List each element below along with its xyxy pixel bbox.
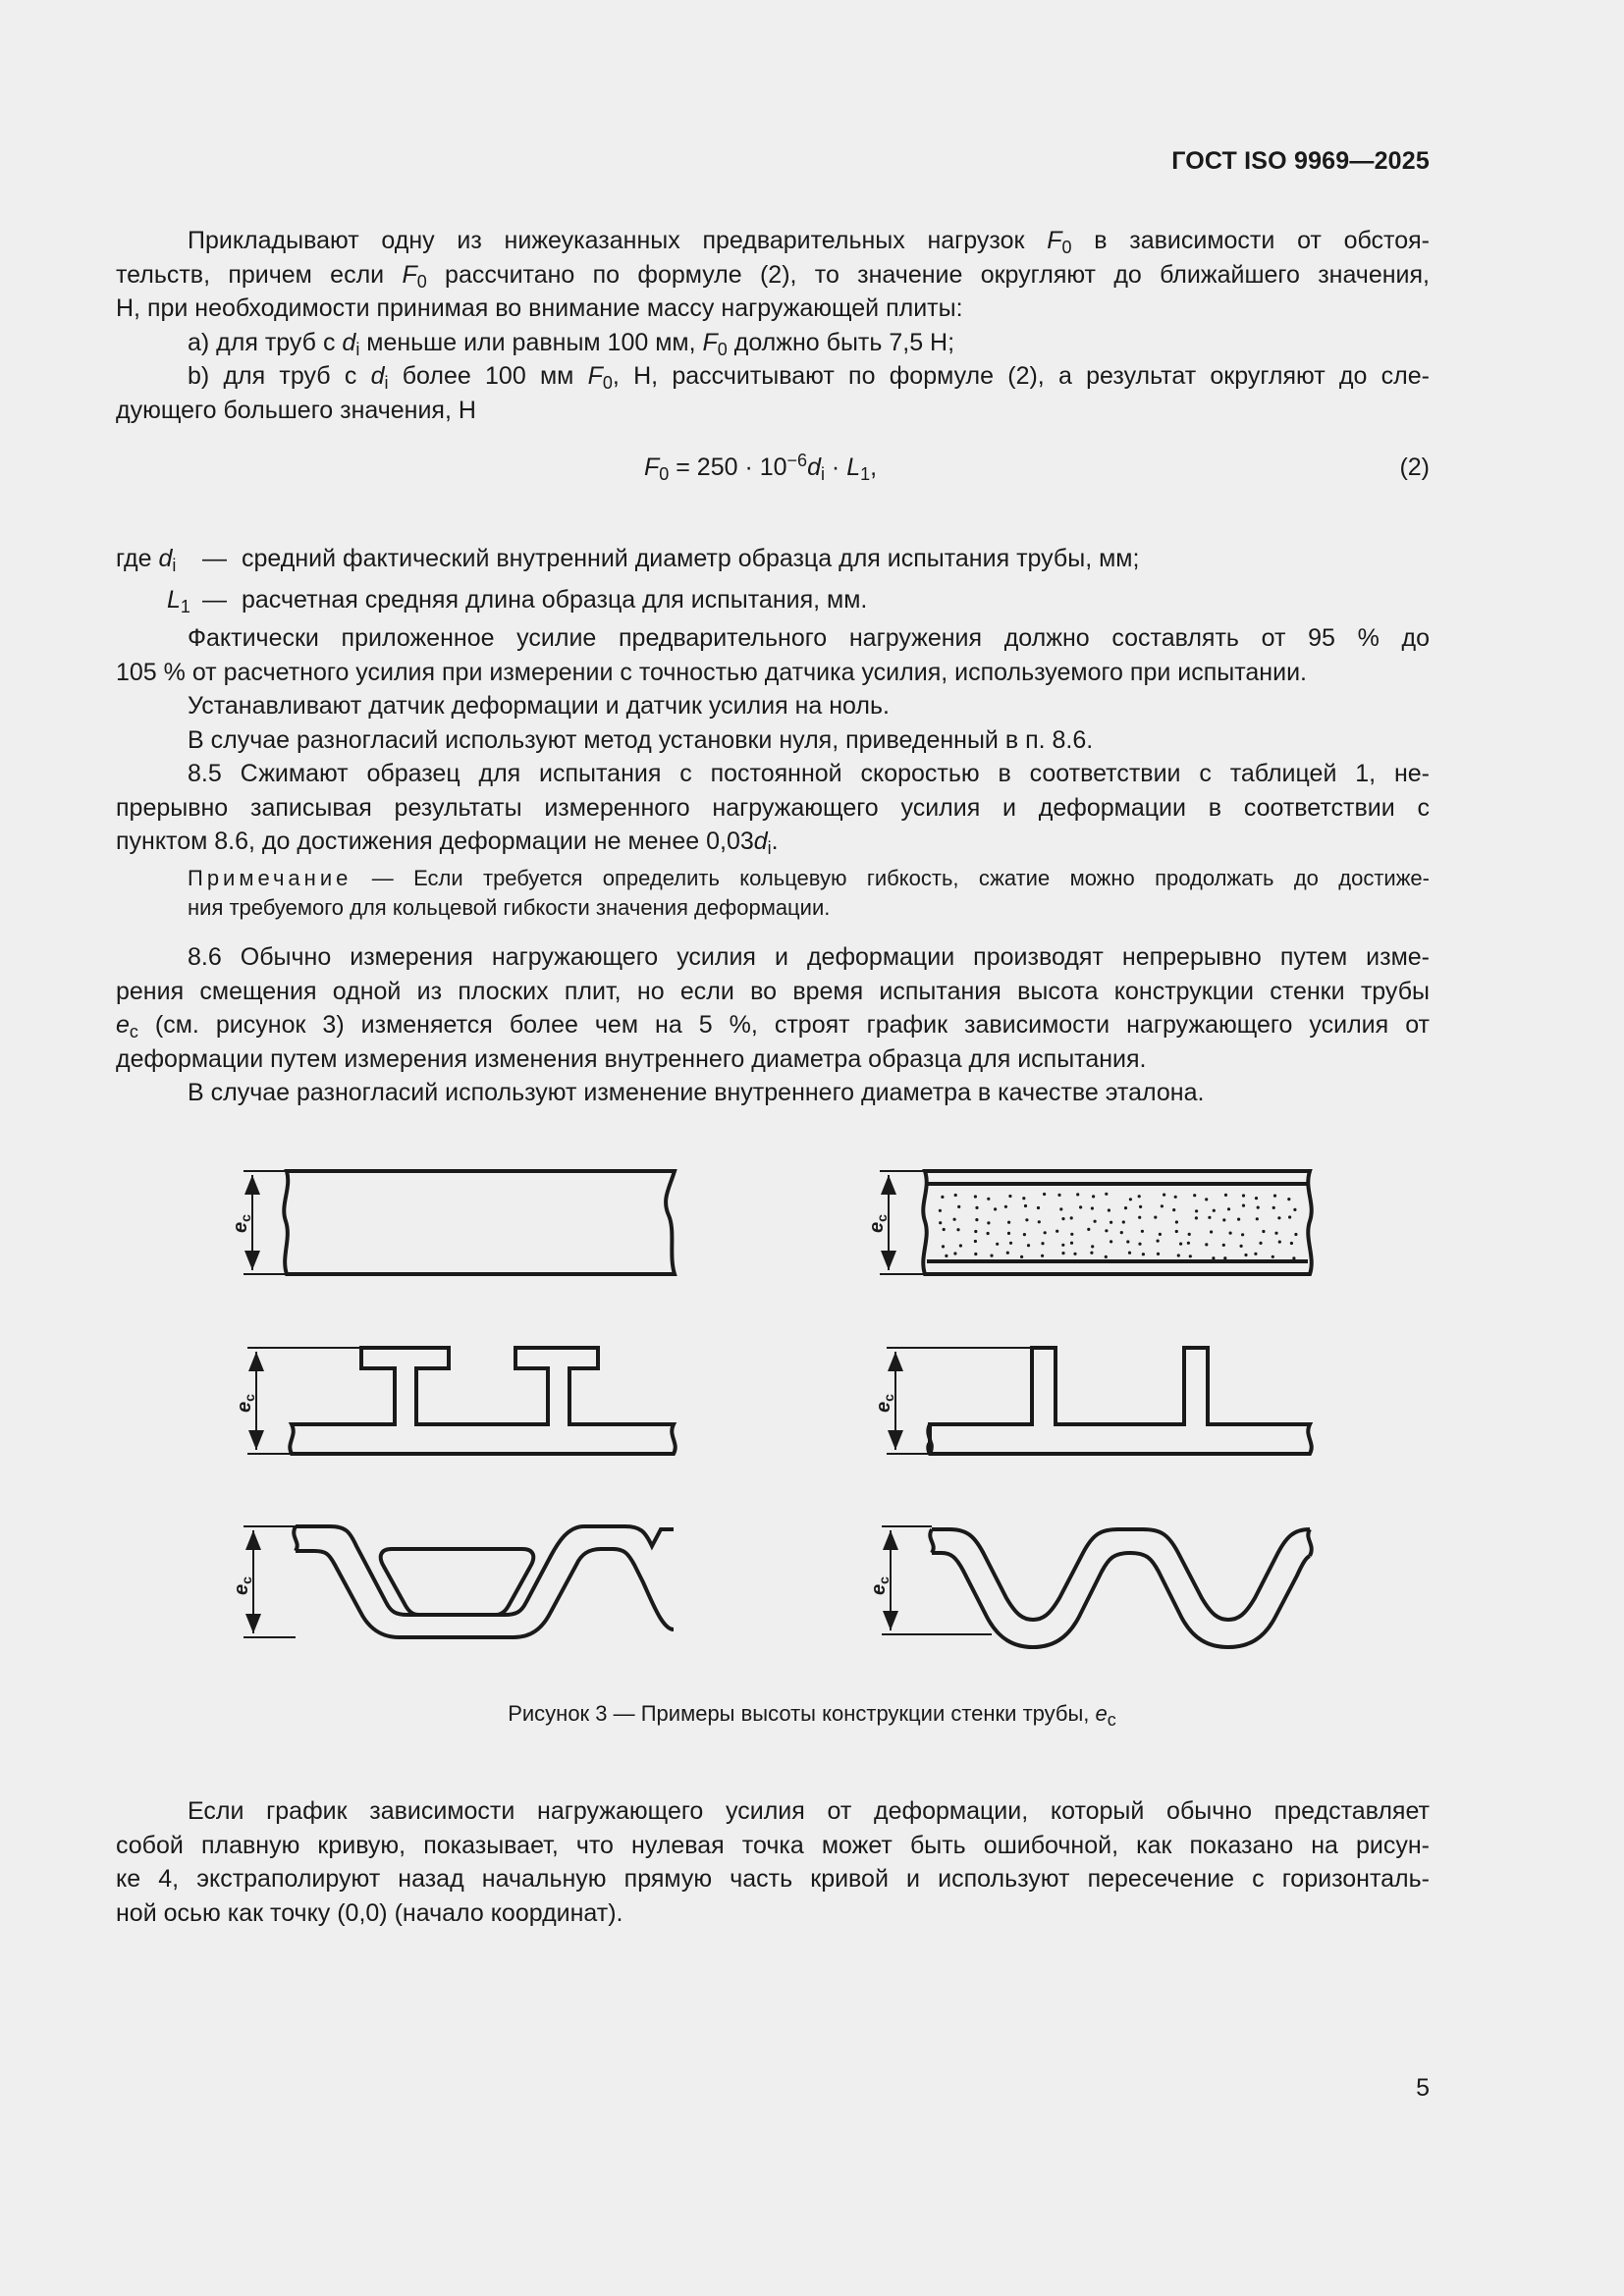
- foam-dot: [1008, 1195, 1011, 1198]
- dim-label-ec: $e_c$: [868, 1576, 892, 1595]
- foam-dot: [1210, 1230, 1213, 1233]
- foam-dot: [1244, 1254, 1247, 1256]
- foam-dot: [943, 1228, 946, 1231]
- clause-8-6-line-1: 8.6 Обычно измерения нагружающего усилия и деформации производят непрерывно путем изме-: [188, 943, 1430, 971]
- closing-line-3: ке 4, экстраполируют назад начальную прямую часть кривой и используют пересечение с горизонталь-: [116, 1865, 1430, 1893]
- foam-dot: [1292, 1256, 1295, 1259]
- clause-8-5-line-3: пунктом 8.6, до достижения деформации не менее $0,03d_i$.: [116, 828, 779, 858]
- foam-dot: [1237, 1218, 1240, 1221]
- foam-dot: [1020, 1255, 1023, 1258]
- foam-dot: [1222, 1244, 1225, 1247]
- foam-dot: [1006, 1252, 1009, 1255]
- foam-dot: [1120, 1231, 1123, 1234]
- clause-8-5-line-1: 8.5 Сжимают образец для испытания с постоянной скоростью в соответствии с таблицей 1, не-: [188, 760, 1430, 787]
- foam-dot: [1126, 1240, 1129, 1243]
- foam-dot: [1022, 1197, 1025, 1200]
- foam-dot: [1004, 1205, 1007, 1208]
- foam-dot: [1061, 1244, 1064, 1247]
- foam-dot: [1091, 1206, 1094, 1209]
- closing-line-1: Если график зависимости нагружающего усилия от деформации, который обычно представляет: [188, 1797, 1430, 1825]
- definition-l1: $L_1$ — расчетная средняя длина образца для испытания, мм.: [167, 586, 868, 616]
- clause-8-6-line-3: $e_c$ (см. рисунок 3) изменяется более чем на 5 %, строят график зависимости нагружающего усилия от: [116, 1011, 1430, 1041]
- foam-dot: [1076, 1193, 1079, 1196]
- item-b-line-2: дующего большего значения, Н: [116, 396, 476, 424]
- foam-dot: [1092, 1195, 1095, 1198]
- foam-dot: [1277, 1216, 1280, 1219]
- foam-dot: [996, 1243, 999, 1246]
- foam-dot: [1272, 1206, 1275, 1209]
- foam-dot: [1105, 1229, 1108, 1232]
- figure-caption: Рисунок 3 — Примеры высоты конструкции стенки трубы, $e_c$: [508, 1701, 1116, 1730]
- profile-solid-wall: [244, 1171, 675, 1274]
- foam-dot: [1195, 1216, 1198, 1219]
- definition-di: где $d_i$ — средний фактический внутренний диаметр образца для испытания трубы, мм;: [116, 545, 1140, 575]
- foam-dot: [1241, 1233, 1244, 1236]
- foam-dot: [1138, 1243, 1141, 1246]
- foam-dot: [1070, 1242, 1073, 1245]
- foam-dot: [1023, 1233, 1026, 1236]
- foam-dot: [1175, 1220, 1178, 1223]
- dim-label-ec: $e_c$: [234, 1394, 257, 1413]
- clause-8-6-line-5: В случае разногласий используют изменение внутреннего диаметра в качестве эталона.: [188, 1079, 1205, 1106]
- item-b-line-1: b) для труб с $d_i$ более 100 мм $F_0$, Н, рассчитывают по формуле (2), а результат округляют до сле-: [188, 362, 1430, 393]
- dim-label-ec: $e_c$: [231, 1576, 254, 1595]
- foam-dot: [1041, 1255, 1044, 1257]
- foam-dot: [1061, 1217, 1064, 1220]
- foam-dot: [1141, 1230, 1144, 1233]
- foam-dot: [1110, 1221, 1112, 1224]
- closing-line-4: ной осью как точку (0,0) (начало координат).: [116, 1898, 623, 1927]
- foam-dot: [1108, 1208, 1110, 1211]
- foam-dot: [975, 1218, 978, 1221]
- foam-dot: [1242, 1204, 1245, 1207]
- foam-core-dots: [939, 1193, 1298, 1260]
- foam-dot: [1227, 1207, 1230, 1210]
- foam-dot: [1161, 1204, 1164, 1207]
- foam-dot: [1138, 1216, 1141, 1219]
- foam-dot: [1172, 1208, 1175, 1211]
- foam-dot: [1073, 1253, 1076, 1255]
- closing-paragraph: [116, 1794, 1430, 1930]
- foam-dot: [954, 1194, 957, 1197]
- foam-dot: [1057, 1194, 1060, 1197]
- foam-dot: [1091, 1245, 1094, 1248]
- foam-dot: [1255, 1197, 1258, 1200]
- foam-dot: [957, 1205, 960, 1208]
- formula-number: (2): [1399, 454, 1430, 481]
- foam-dot: [1110, 1240, 1112, 1243]
- foam-dot: [1129, 1198, 1132, 1201]
- document-code: ГОСТ ISO 9969—2025: [1171, 147, 1430, 175]
- foam-dot: [1124, 1206, 1127, 1209]
- foam-dot: [1087, 1228, 1090, 1231]
- foam-dot: [987, 1232, 990, 1235]
- dispute-paragraph: В случае разногласий используют метод установки нуля, приведенный в п. 8.6.: [188, 725, 1094, 754]
- foam-dot: [974, 1230, 977, 1233]
- foam-dot: [953, 1252, 956, 1255]
- foam-dot: [1256, 1217, 1259, 1220]
- foam-dot: [1070, 1233, 1073, 1236]
- closing-line-2: собой плавную кривую, показывает, что нулевая точка может быть ошибочной, как показано на рисун-: [116, 1831, 1430, 1859]
- profile-double-wall-corrugated: [244, 1526, 676, 1637]
- foam-dot: [1056, 1230, 1058, 1233]
- foam-dot: [1205, 1198, 1208, 1201]
- foam-dot: [1175, 1230, 1178, 1233]
- foam-dot: [953, 1218, 956, 1221]
- foam-dot: [1208, 1216, 1211, 1219]
- foam-dot: [1128, 1252, 1131, 1255]
- foam-dot: [945, 1255, 947, 1257]
- foam-dot: [1188, 1233, 1191, 1236]
- foam-dot: [1205, 1243, 1208, 1246]
- foam-dot: [1070, 1216, 1073, 1219]
- note-line-2: ния требуемого для кольцевой гибкости значения деформации.: [188, 895, 831, 920]
- foam-dot: [1222, 1218, 1225, 1221]
- foam-dot: [1105, 1193, 1108, 1196]
- formula-expression: $F_0 = 250 \cdot 10^{-6}d_i \cdot L_1$,: [644, 451, 878, 484]
- foam-dot: [1179, 1243, 1182, 1246]
- foam-dot: [1187, 1242, 1190, 1245]
- intro-line-3: Н, при необходимости принимая во внимание массу нагружающей плиты:: [116, 294, 963, 322]
- foam-dot: [1157, 1240, 1160, 1243]
- profile-single-wall-corrugated: [882, 1526, 1312, 1647]
- intro-line-2: тельств, причем если $F_0$ рассчитано по формуле (2), то значение округляют до ближайшего значения,: [116, 260, 1430, 292]
- profile-t-rib-wall: [887, 1348, 1312, 1454]
- foam-dot: [1278, 1241, 1281, 1244]
- foam-dot: [974, 1195, 977, 1198]
- note-label: Примечание: [188, 866, 352, 890]
- foam-dot: [1024, 1204, 1027, 1207]
- foam-dot: [974, 1240, 977, 1243]
- foam-dot: [939, 1209, 942, 1212]
- foam-dot: [956, 1228, 959, 1231]
- foam-dot: [1257, 1206, 1260, 1209]
- foam-dot: [1159, 1233, 1162, 1236]
- foam-dot: [1157, 1253, 1160, 1255]
- foam-dot: [1043, 1193, 1046, 1196]
- foam-dot: [1254, 1253, 1257, 1255]
- foam-dot: [1105, 1255, 1108, 1258]
- foam-dot: [1223, 1256, 1226, 1259]
- foam-dot: [1038, 1220, 1041, 1223]
- force-line-1: Фактически приложенное усилие предварительного нагружения должно составлять от 95 % до: [188, 624, 1430, 652]
- clause-8-6-line-2: рения смещения одной из плоских плит, но если во время испытания высота конструкции стенки трубы: [116, 977, 1430, 1005]
- profile-i-rib-wall: [247, 1348, 676, 1454]
- foam-dot: [1090, 1252, 1093, 1255]
- foam-dot: [1163, 1194, 1165, 1197]
- sensor-paragraph: Устанавливают датчик деформации и датчик усилия на ноль.: [188, 692, 890, 720]
- foam-dot: [942, 1245, 945, 1248]
- foam-dot: [1193, 1194, 1196, 1197]
- foam-dot: [1213, 1209, 1216, 1212]
- foam-dot: [1288, 1215, 1291, 1218]
- dim-label-ec: $e_c$: [230, 1214, 253, 1233]
- foam-dot: [959, 1244, 962, 1247]
- note-line-1: Примечание — Если требуется определить кольцевую гибкость, сжатие можно продолжать до достиже-: [188, 866, 1430, 890]
- dim-label-ec: $e_c$: [866, 1214, 890, 1233]
- foam-dot: [1242, 1194, 1245, 1197]
- force-line-2: 105 % от расчетного усилия при измерении с точностью датчика усилия, используемого при испытании.: [116, 658, 1307, 686]
- foam-dot: [1025, 1218, 1028, 1221]
- clause-8-5-line-2: прерывно записывая результаты измеренного нагружающего усилия и деформации в соответствии с: [116, 793, 1430, 822]
- foam-dot: [1059, 1207, 1062, 1210]
- foam-dot: [939, 1221, 942, 1224]
- foam-dot: [1044, 1231, 1047, 1234]
- foam-dot: [1195, 1209, 1198, 1212]
- foam-dot: [1174, 1196, 1177, 1199]
- foam-dot: [1189, 1255, 1192, 1257]
- foam-dot: [1290, 1242, 1293, 1245]
- foam-dot: [994, 1207, 997, 1210]
- foam-dot: [1224, 1194, 1227, 1197]
- foam-dot: [1273, 1195, 1276, 1198]
- foam-dot: [987, 1221, 990, 1224]
- clause-8-6-line-4: деформации путем измерения изменения внутреннего диаметра образца для испытания.: [116, 1044, 1147, 1073]
- foam-dot: [1061, 1252, 1064, 1255]
- foam-dot: [1287, 1198, 1290, 1201]
- foam-dot: [990, 1255, 993, 1257]
- foam-dot: [1138, 1195, 1141, 1198]
- foam-dot: [1177, 1254, 1180, 1256]
- foam-dot: [1294, 1233, 1297, 1236]
- foam-dot: [1079, 1205, 1082, 1208]
- intro-line-1: Прикладывают одну из нижеуказанных предварительных нагрузок $F_0$ в зависимости от обстоя-: [188, 227, 1430, 257]
- foam-dot: [1142, 1253, 1145, 1255]
- foam-dot: [1274, 1232, 1277, 1235]
- foam-dot: [1009, 1242, 1012, 1245]
- foam-dot: [1027, 1244, 1030, 1247]
- foam-dot: [1240, 1245, 1243, 1248]
- foam-dot: [1272, 1255, 1274, 1258]
- foam-dot: [1212, 1256, 1215, 1259]
- page-number: 5: [1416, 2074, 1430, 2102]
- foam-dot: [1259, 1242, 1262, 1245]
- foam-dot: [1293, 1208, 1296, 1211]
- foam-dot: [987, 1198, 990, 1201]
- foam-dot: [1007, 1221, 1010, 1224]
- foam-dot: [1007, 1232, 1010, 1235]
- foam-dot: [1094, 1220, 1097, 1223]
- dim-label-ec: $e_c$: [873, 1394, 896, 1413]
- foam-dot: [1122, 1220, 1125, 1223]
- item-a: a) для труб с $d_i$ меньше или равным 100 мм, $F_0$ должно быть 7,5 Н;: [188, 328, 955, 359]
- foam-dot: [1041, 1242, 1044, 1245]
- foam-dot: [1229, 1232, 1232, 1235]
- foam-dot: [941, 1196, 944, 1199]
- foam-dot: [974, 1253, 977, 1255]
- foam-dot: [1037, 1206, 1040, 1209]
- foam-dot: [1262, 1230, 1265, 1233]
- foam-dot: [1139, 1205, 1142, 1208]
- foam-dot: [1154, 1216, 1157, 1219]
- foam-dot: [975, 1206, 978, 1209]
